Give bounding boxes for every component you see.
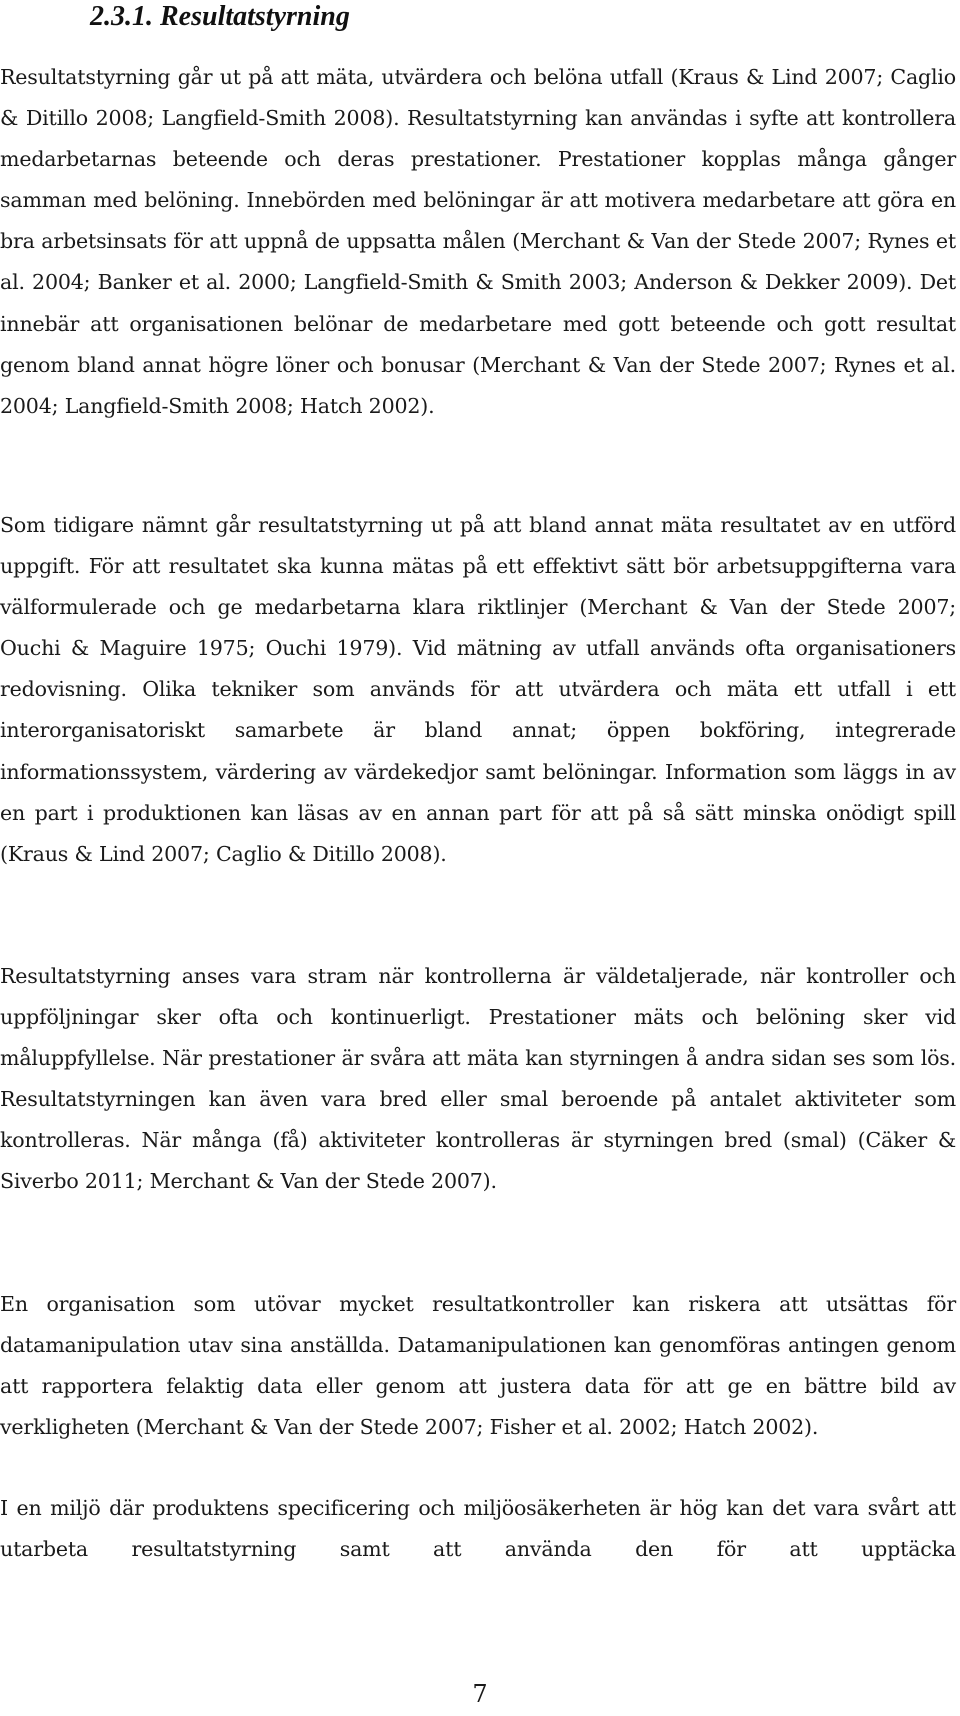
paragraph-3: Resultatstyrning anses vara stram när kontrollerna är väldetaljerade, när kontroller och uppföljningar sker ofta och kontinuerligt. Prestationer mäts och belöning sker vid måluppfyllelse. När prestationer är svåra att mäta kan styrningen å andra sidan ses som lös. Resultatstyrningen kan även vara bred eller smal beroende på antalet aktiviteter som kontrolleras. När många (få) aktiviteter kontrolleras är styrningen bred (smal) (Cäker & Siverbo 2011; Merchant & Van der Stede 2007). [0, 964, 956, 1194]
paragraph-5: I en miljö där produktens specificering och miljöosäkerheten är hög kan det vara svårt att utarbeta resultatstyrning samt att använda den för att upptäcka [0, 1496, 956, 1562]
paragraph-4: En organisation som utövar mycket resultatkontroller kan riskera att utsättas för datamanipulation utav sina anställda. Datamanipulationen kan genomföras antingen genom att rapportera felaktig data eller genom att justera data för att ge en bättre bild av verkligheten (Merchant & Van der Stede 2007; Fisher et al. 2002; Hatch 2002). [0, 1292, 956, 1440]
paragraph-2: Som tidigare nämnt går resultatstyrning ut på att bland annat mäta resultatet av en utförd uppgift. För att resultatet ska kunna mätas på ett effektivt sätt bör arbetsuppgifterna vara välformulerade och ge medarbetarna klara riktlinjer (Merchant & Van der Stede 2007; Ouchi & Maguire 1975; Ouchi 1979). Vid mätning av utfall används ofta organisationers redovisning. Olika tekniker som används för att utvärdera och mäta ett utfall i ett interorganisatoriskt samarbete är bland annat; öppen bokföring, integrerade informationssystem, värdering av värdekedjor samt belöningar. Information som läggs in av en part i produktionen kan läsas av en annan part för att på så sätt minska onödigt spill (Kraus & Lind 2007; Caglio & Ditillo 2008). [0, 513, 956, 866]
page-number: 7 [472, 1680, 488, 1708]
paragraph-1: Resultatstyrning går ut på att mäta, utvärdera och belöna utfall (Kraus & Lind 2007; Caglio & Ditillo 2008; Langfield-Smith 2008). Resultatstyrning kan användas i syfte att kontrollera medarbetarnas beteende och deras prestationer. Prestationer kopplas många gånger samman med belöning. Innebörden med belöningar är att motivera medarbetare att göra en bra arbetsinsats för att uppnå de uppsatta målen (Merchant & Van der Stede 2007; Rynes et al. 2004; Banker et al. 2000; Langfield-Smith & Smith 2003; Anderson & Dekker 2009). Det innebär att organisationen belönar de medarbetare med gott beteende och gott resultat genom bland annat högre löner och bonusar (Merchant & Van der Stede 2007; Rynes et al. 2004; Langfield-Smith 2008; Hatch 2002). [0, 65, 956, 418]
section-heading: 2.3.1. Resultatstyrning [90, 1, 350, 32]
